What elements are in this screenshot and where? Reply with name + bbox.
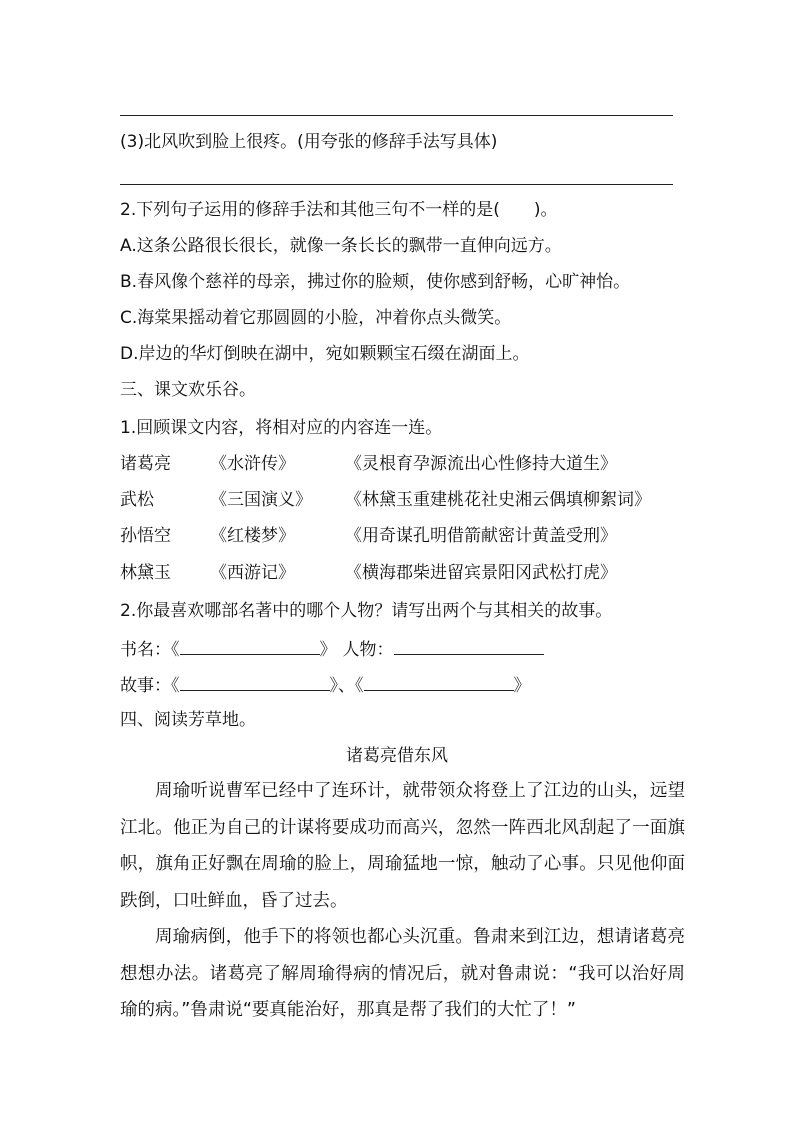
passage-paragraph: 周瑜病倒，他手下的将领也都心头沉重。鲁肃来到江边，想请诸葛亮想想办法。诸葛亮了解周瑜得病的情况后，就对鲁肃说：“我可以治好周瑜的病。”鲁肃说“要真能治好，那真是帮了我们的大忙了！”: [120, 927, 685, 1020]
story-field-row: [120, 672, 531, 697]
story-separator: 》、《: [329, 676, 364, 696]
match-book[interactable]: 《三国演义》: [210, 490, 312, 510]
match-chapter[interactable]: 《灵根育孕源流出心性修持大道生》: [345, 454, 617, 474]
story-label: 故事：: [120, 676, 171, 696]
match-book[interactable]: 《水浒传》: [210, 454, 295, 474]
close-quote: 》: [319, 640, 337, 660]
match-person[interactable]: 武松: [120, 490, 154, 510]
match-chapter[interactable]: 《用奇谋孔明借箭献密计黄盖受刑》: [345, 526, 617, 546]
passage-paragraph: 周瑜听说曹军已经中了连环计，就带领众将登上了江边的山头，远望江北。他正为自己的计谋将要成功而高兴，忽然一阵西北风刮起了一面旗帜，旗角正好飘在周瑜的脸上，周瑜猛地一惊，触动了心事。只见他仰面跌倒，口吐鲜血，昏了过去。: [120, 781, 685, 911]
section-3-heading: 三、课文欢乐谷。: [120, 380, 256, 400]
story-2-blank[interactable]: [364, 672, 514, 691]
question-2-stem: 2.下列句子运用的修辞手法和其他三句不一样的是( )。: [120, 200, 558, 220]
favorite-character-question: 2.你最喜欢哪部名著中的哪个人物？请写出两个与其相关的故事。: [120, 601, 613, 621]
answer-line[interactable]: [120, 115, 673, 116]
story-1-blank[interactable]: [180, 672, 330, 691]
match-chapter[interactable]: 《横海郡柴进留宾景阳冈武松打虎》: [345, 563, 617, 583]
option-d: D.岸边的华灯倒映在湖中，宛如颗颗宝石缀在湖面上。: [120, 344, 530, 364]
person-blank[interactable]: [394, 636, 544, 655]
passage-title: 诸葛亮借东风: [346, 746, 448, 766]
match-chapter[interactable]: 《林黛玉重建桃花社史湘云偶填柳絮词》: [345, 490, 651, 510]
option-a: A.这条公路很长很长，就像一条长长的飘带一直伸向远方。: [120, 236, 562, 256]
match-book[interactable]: 《红楼梦》: [210, 526, 295, 546]
answer-line[interactable]: [120, 184, 673, 185]
option-c: C.海棠果摇动着它那圆圆的小脸，冲着你点头微笑。: [120, 308, 512, 328]
book-field-row: [120, 636, 544, 661]
book-label: 书名：: [120, 640, 171, 660]
open-quote: 《: [171, 640, 180, 660]
match-person[interactable]: 孙悟空: [120, 526, 171, 546]
book-name-blank[interactable]: [180, 636, 320, 655]
close-quote: 》: [513, 676, 531, 696]
question-3-label: (3)北风吹到脸上很疼。(用夸张的修辞手法写具体): [120, 132, 498, 152]
match-person[interactable]: 林黛玉: [120, 563, 171, 583]
open-quote: 《: [171, 676, 180, 696]
person-label: 人物：: [342, 640, 394, 660]
match-book[interactable]: 《西游记》: [210, 563, 295, 583]
option-b: B.春风像个慈祥的母亲，拂过你的脸颊，使你感到舒畅，心旷神怡。: [120, 272, 631, 292]
section-4-heading: 四、阅读芳草地。: [120, 710, 256, 730]
matching-instruction: 1.回顾课文内容，将相对应的内容连一连。: [120, 418, 443, 438]
match-person[interactable]: 诸葛亮: [120, 454, 171, 474]
